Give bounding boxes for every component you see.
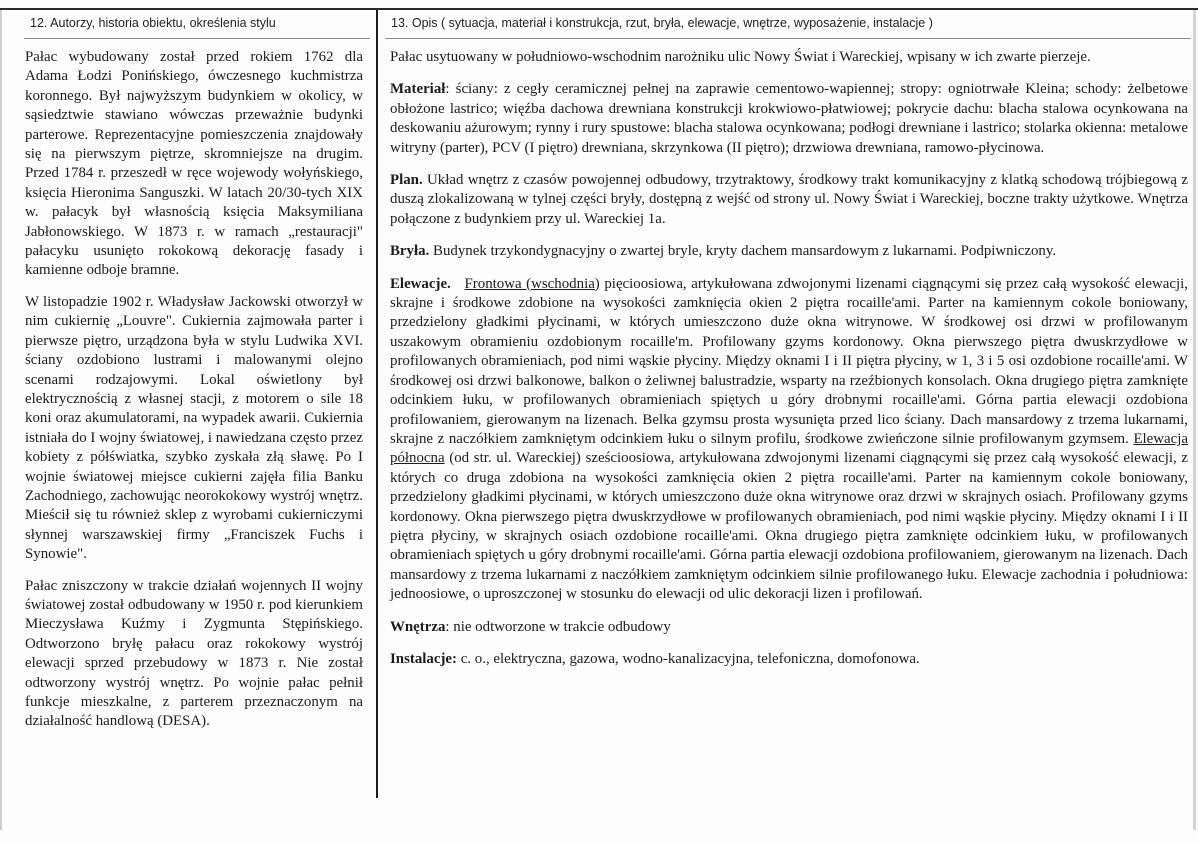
plan-paragraph — [390, 171, 1188, 229]
instalacje-text: c. o., elektryczna, gazowa, wodno-kanalizacyjna, telefoniczna, domofonowa. — [457, 650, 920, 667]
location-paragraph: Pałac usytuowany w południowo-wschodnim narożniku ulic Nowy Świat i Wareckiej, wpisany w ich zwarte pierzeje. — [390, 49, 1091, 65]
section-13-heading: 13. Opis ( sytuacja, materiał i konstrukcja, rzut, bryła, elewacje, wnętrze, wyposażenie, instalacje ) — [391, 16, 933, 30]
bryla-paragraph — [390, 242, 1188, 261]
history-column — [25, 48, 363, 744]
history-paragraph-2: W listopadzie 1902 r. Władysław Jackowski otworzył w nim cukiernię „Louvre". Cukiernia zajmowała parter i pierwsze piętro, urządzona była w stylu Ludwika XVI. ściany ozdobiono lustrami i malowanymi olejno scenami rodzajowymi. Lokal oświetlony był elektrycznością z własnej stacji, z motorem o sile 18 koni oraz akumulatorami, na wypadek awarii. Cukiernia istniała do I wojny światowej, i nawiedzana często przez kobiety z półświatka, szybko zyskała złą sławę. Po I wojnie światowej miejsce cukierni zajęła filia Banku Zachodniego, zachowując neorokokowy wystrój wnętrz. Mieścił się tu również sklep z wyrobami cukierniczymi słynnej warszawskiej firmy „Franciszek Fuchs i Synowie". — [25, 293, 363, 563]
history-paragraph-3: Pałac zniszczony w trakcie działań wojennych II wojny światowej został odbudowany w 1950 r. pod kierunkiem Mieczysława Kuźmy i Zygmunta Stępińskiego. Odtworzono bryłę pałacu oraz rokokowy wystrój elewacji sprzed przebudowy w 1873 r. Nie został odtworzony wystrój wnętrz. Po wojnie pałac pełnił funkcje mieszkalne, z parterem przeznaczonym na działalność handlową (DESA). — [25, 577, 363, 730]
right-edge-shadow — [1193, 10, 1196, 830]
front-elevation-text: pięcioosiowa, artykułowana zdwojonymi lizenami ciągnącymi się przez całą wysokość elewacji, skrajne i środkowe zdobione na wysokości zamknięcia okien 2 piętra rocaille'ami. Parter na kamiennym cokole boniowany, przedzielony gładkimi płycinami, w których umieszczono duże okna witrynowe. W środkowej osi drzwi w profilowanym uszakowym obramieniu ozdobionym rocaille'm. Profilowany gzyms kordonowy. Okna pierwszego piętra dwuskrzydłowe w profilowanych obramieniach, pod nimi wąskie płyciny. Między oknami I i II piętra płyciny, w 1, 3 i 5 osi ozdobione rocaille'ami. W środkowej osi drzwi balkonowe, balkon o żeliwnej balustradzie, wsparty na rzeźbionych konsolach. Okna drugiego piętra zamknięte odcinkiem łuku, w profilowanych obramieniach spiętych u góry drobnymi rocaille'ami. Górna partia elewacji ozdobiona profilowaniem, gierowanym na lizenach. Belka gzymsu prosta wysunięta przed lico ściany. Dach mansardowy z trzema lukarnami, skrajne z naczółkiem zamkniętym odcinkiem łuku o silnym profilu, środkowe zwieńczone silnie profilowanym gzymsem. — [390, 275, 1189, 447]
plan-label: Plan. — [390, 172, 423, 189]
north-elevation-label: Elewacja północna — [390, 430, 1188, 467]
bryla-text: Budynek trzykondygnacyjny o zwartej bryle, kryty dachem mansardowym z lukarnami. Podpiwniczony. — [429, 243, 1057, 260]
wnetrza-text: : nie odtworzone w trakcie odbudowy — [445, 618, 671, 635]
instalacje-paragraph — [390, 650, 1188, 669]
section-12-heading: 12. Autorzy, historia obiektu, określenia stylu — [30, 16, 276, 30]
instalacje-label: Instalacje: — [390, 650, 457, 667]
elewacje-label: Elewacje. — [390, 275, 451, 292]
material-label: Materiał — [390, 81, 446, 98]
section-13-heading-rule — [385, 38, 1191, 39]
left-edge-shadow — [0, 10, 2, 830]
material-paragraph — [390, 80, 1188, 158]
wnetrza-paragraph — [390, 618, 1188, 637]
top-border-line — [0, 8, 1198, 10]
front-elevation-label: Frontowa (wschodnia) — [464, 275, 600, 292]
history-paragraph-1: Pałac wybudowany został przed rokiem 1762 dla Adama Łodzi Ponińskiego, ówczesnego kuchmistrza koronnego. Był najwyższym budynkiem w okolicy, w sąsiedztwie stawiano wówczas przeważnie budynki parterowe. Reprezentacyjne pomieszczenia znajdowały się na pierwszym piętrze, skromniejsze na drugim. Przed 1784 r. przeszedł w ręce wojewody wołyńskiego, księcia Hieronima Sanguszki. W latach 20/30-tych XIX w. pałacyk był własnością księcia Maksymiliana Jabłonowskiego. W 1873 r. w ramach „restauracji" pałacyku usunięto rokokową dekorację fasady i kamienne odboje bramne. — [25, 49, 363, 279]
wnetrza-label: Wnętrza — [390, 618, 446, 635]
column-divider — [376, 10, 378, 798]
elewacje-paragraph — [390, 275, 1188, 605]
plan-text: Układ wnętrz z czasów powojennej odbudowy, trzytraktowy, środkowy trakt komunikacyjny z klatką schodową trójbiegową z duszą zlokalizowaną w tylnej części bryły, dostępną z wejść od strony ul. Nowy Świat i Wareckiej, boczne trakty użytkowe. Wnętrza połączone z budynkiem przy ul. Wareckiej 1a. — [390, 172, 1188, 227]
bryla-label: Bryła. — [390, 243, 430, 260]
material-text: : ściany: z cegły ceramicznej pełnej na zaprawie cementowo-wapiennej; stropy: ogniotrwałe Kleina; schody: żelbetowe obłożone lastrico; więźba dachowa drewniana konstrukcji krokwiowo-płatwiowej; pokrycie dachu: blacha stalowa ocynkowana na deskowaniu ażurowym; rynny i rury spustowe: blacha stalowa ocynkowana; podłogi drewniane i lastrico; stolarka okienna: metalowe witryny (parter), PCV (I piętro) drewniana, skrzynkowa (II piętro); drzwiowa drewniana, ramowo-płycinowa. — [390, 81, 1188, 156]
section-12-heading-rule — [24, 38, 370, 39]
description-column — [390, 48, 1188, 682]
north-elevation-text: (od str. ul. Wareckiej) sześcioosiowa, artykułowana zdwojonymi lizenami ciągnącymi się przez całą wysokość elewacji, z których co druga zdobiona na wysokości zamknięcia okien 2 piętra rocaille'ami. Parter na kamiennym cokole boniowany, przedzielony gładkimi płycinami, w których umieszczono duże okna witrynowe oraz drzwi w skrajnych osiach. Profilowany gzyms kordonowy. Okna pierwszego piętra dwuskrzydłowe w profilowanych obramieniach, pod nimi wąskie płyciny. Między oknami I i II piętra płyciny, w skrajnych osiach ozdobione rocaille'ami. Okna drugiego piętra zamknięte odcinkiem łuku, w profilowanych obramieniach spiętych u góry drobnymi rocaille'ami. Górna partia elewacji ozdobiona profilowaniem, gierowanym na lizenach. Dach mansardowy z trzema lukarnami z naczółkiem zamkniętym odcinkiem silnie profilowanego łuku. Elewacje zachodnia i południowa: jednoosiowe, o uproszczonej w stosunku do elewacji od ulic dekoracji lizen i profilowań. — [390, 450, 1188, 603]
